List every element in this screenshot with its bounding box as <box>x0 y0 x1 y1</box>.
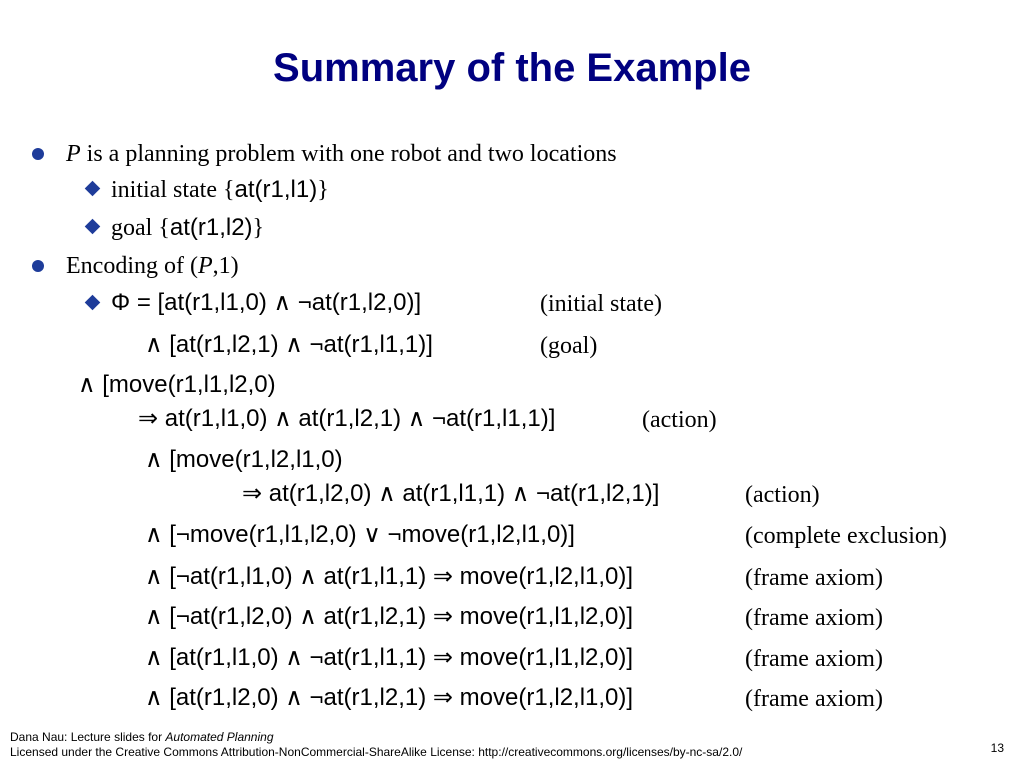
atom: at(r1,l1) <box>234 176 318 203</box>
atom: at(r1,l2) <box>169 214 253 241</box>
sub-bullet-suffix: } <box>317 177 329 203</box>
bullet-2-prefix: Encoding of ( <box>66 253 198 279</box>
footer-license: Licensed under the Creative Commons Attribution-NonCommercial-ShareAlike License: http://creativecommons.org/licenses/by-nc-sa/2.0/ <box>10 745 743 759</box>
sub-bullet-suffix: } <box>252 215 265 241</box>
formula-note-8: (frame axiom) <box>745 565 883 591</box>
sub-bullet-prefix: goal { <box>111 215 170 241</box>
sub-bullet-goal <box>111 214 264 242</box>
sub-bullet-initial-state <box>111 176 329 204</box>
formula-line-10: ∧ [at(r1,l1,0) ∧ ¬at(r1,l1,1) ⇒ move(r1,l1,l2,0)] <box>145 644 634 671</box>
var-p: P <box>66 141 81 167</box>
slide-title: Summary of the Example <box>273 46 751 90</box>
bullet-dot <box>32 148 44 160</box>
formula-note-11: (frame axiom) <box>745 686 883 712</box>
formula-note-4: (action) <box>642 407 717 433</box>
page-number: 13 <box>990 741 1004 755</box>
bullet-2-text <box>66 252 239 280</box>
formula-note-10: (frame axiom) <box>745 646 883 672</box>
formula-line-5: ∧ [move(r1,l2,l1,0) <box>145 446 343 473</box>
var-p: P <box>197 253 213 279</box>
formula-note-7: (complete exclusion) <box>745 523 947 549</box>
formula-line-3: ∧ [move(r1,l1,l2,0) <box>78 371 276 398</box>
formula-note-2: (goal) <box>540 333 598 359</box>
diamond-bullet <box>85 181 101 197</box>
formula-line-7: ∧ [¬move(r1,l1,l2,0) ∨ ¬move(r1,l2,l1,0)] <box>145 521 575 548</box>
bullet-1-text <box>66 140 617 168</box>
formula-line-6: ⇒ at(r1,l2,0) ∧ at(r1,l1,1) ∧ ¬at(r1,l2,1)] <box>242 480 660 507</box>
formula-note-1: (initial state) <box>540 291 662 317</box>
sub-bullet-prefix: initial state { <box>111 177 235 203</box>
bullet-2-suffix: ,1) <box>212 253 239 279</box>
formula-line-2: ∧ [at(r1,l2,1) ∧ ¬at(r1,l1,1)] <box>145 331 433 358</box>
footer-book-title: Automated Planning <box>165 730 274 744</box>
formula-note-6: (action) <box>745 482 820 508</box>
footer-credit <box>10 730 274 745</box>
diamond-bullet <box>85 219 101 235</box>
diamond-bullet <box>85 295 101 311</box>
formula-line-8: ∧ [¬at(r1,l1,0) ∧ at(r1,l1,1) ⇒ move(r1,l2,l1,0)] <box>145 563 634 590</box>
formula-line-1: Φ = [at(r1,l1,0) ∧ ¬at(r1,l2,0)] <box>111 289 422 316</box>
footer-credit-prefix: Dana Nau: Lecture slides for <box>10 730 166 744</box>
formula-line-11: ∧ [at(r1,l2,0) ∧ ¬at(r1,l2,1) ⇒ move(r1,l2,l1,0)] <box>145 684 634 711</box>
formula-note-9: (frame axiom) <box>745 605 883 631</box>
bullet-1-rest: is a planning problem with one robot and two locations <box>80 141 617 167</box>
formula-line-9: ∧ [¬at(r1,l2,0) ∧ at(r1,l2,1) ⇒ move(r1,l1,l2,0)] <box>145 603 634 630</box>
formula-line-4: ⇒ at(r1,l1,0) ∧ at(r1,l2,1) ∧ ¬at(r1,l1,1)] <box>138 405 556 432</box>
bullet-dot <box>32 260 44 272</box>
